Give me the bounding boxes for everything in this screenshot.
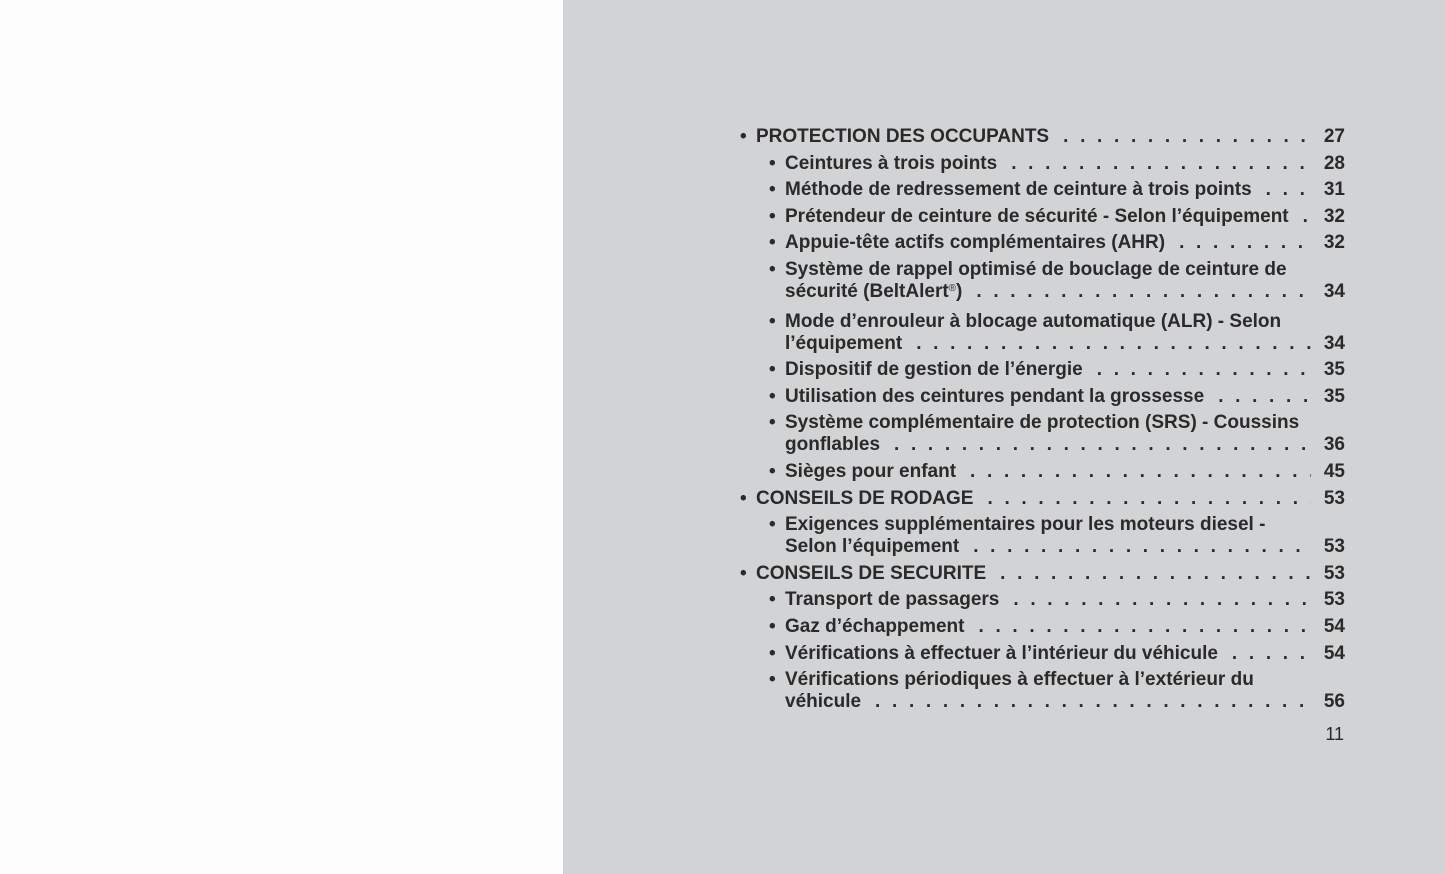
bullet: • [769,642,776,664]
leader-dots [880,434,1311,456]
leader-dots [997,153,1311,175]
toc-page-number: 56 [1323,691,1345,713]
bullet: • [769,232,776,254]
toc-entry-title: Transport de passagers [785,589,1000,611]
toc-page-number: 54 [1323,642,1345,664]
toc-page-number: 53 [1323,487,1345,509]
leader-dots [902,333,1311,355]
toc-page-number: 31 [1323,179,1345,201]
leader-dots [959,536,1311,558]
toc-entry-sieges-enfant[interactable] [740,461,1345,483]
toc-page-number: 32 [1323,232,1345,254]
bullet: • [740,487,747,509]
toc-page-number: 45 [1323,460,1345,482]
toc-page-number: 27 [1323,126,1345,147]
toc-page-number: 54 [1323,615,1345,637]
leader-dots [986,563,1311,585]
toc-entry-moteurs-diesel[interactable] [740,514,1345,558]
toc-page-number: 28 [1323,152,1345,174]
toc-page-number: 32 [1323,205,1345,227]
bullet: • [769,179,776,201]
bullet: • [769,514,776,536]
page-number: 11 [1325,724,1344,744]
bullet: • [769,310,776,332]
toc-entry-srs-coussins[interactable] [740,412,1345,456]
toc-entry-title-line1: Exigences supplémentaires pour les moteurs diesel - [785,514,1266,536]
toc-entry-title-line1: Mode d’enrouleur à blocage automatique (ALR) - Selon [785,310,1282,332]
leader-dots [999,589,1311,611]
toc-page-number: 35 [1323,359,1345,381]
toc-entry-ceintures-trois-points[interactable] [740,153,1345,175]
toc-entry-title: l’équipement [785,332,903,354]
toc-entry-verifications-interieur[interactable] [740,643,1345,665]
bullet: • [769,589,776,611]
bullet: • [769,152,776,174]
table-of-contents [740,126,1345,718]
toc-page-number: 35 [1323,385,1345,407]
toc-page-number: 53 [1323,562,1345,584]
toc-entry-title-line1: Système de rappel optimisé de bouclage de ceinture de [785,258,1287,280]
toc-entry-title: gonflables [785,434,881,456]
leader-dots [1049,126,1311,148]
toc-entry-mode-enrouleur[interactable] [740,311,1345,355]
toc-entry-title: Vérifications à effectuer à l’intérieur du véhicule [785,642,1218,664]
toc-entry-title: CONSEILS DE SECURITE [756,562,987,584]
toc-entry-grossesse[interactable] [740,386,1345,408]
toc-entry-gestion-energie[interactable] [740,359,1345,381]
bullet: • [769,385,776,407]
leader-dots [861,691,1311,713]
toc-entry-title: Gaz d’échappement [785,615,965,637]
toc-entry-gaz-echappement[interactable] [740,616,1345,638]
toc-page-number: 34 [1323,280,1345,302]
toc-entry-title: PROTECTION DES OCCUPANTS [756,126,1050,147]
toc-entry-title: sécurité (BeltAlert®) [785,280,963,302]
toc-page-number: 53 [1323,589,1345,611]
leader-dots [1218,643,1311,665]
toc-entry-title: Utilisation des ceintures pendant la grossesse [785,385,1205,407]
toc-entry-title: CONSEILS DE RODAGE [756,487,974,509]
toc-entry-appuie-tete[interactable] [740,232,1345,254]
toc-page-number: 53 [1323,536,1345,558]
bullet: • [769,359,776,381]
left-blank-page [0,0,563,874]
toc-entry-beltalert[interactable] [740,259,1345,306]
leader-dots [1252,179,1311,201]
bullet: • [740,126,747,147]
toc-entry-title: Ceintures à trois points [785,152,998,174]
leader-dots [1204,386,1311,408]
toc-entry-title: véhicule [785,691,862,713]
bullet: • [769,669,776,691]
leader-dots [956,461,1311,483]
bullet: • [769,412,776,434]
leader-dots [973,488,1311,510]
bullet: • [769,460,776,482]
toc-entry-methode-redressement[interactable] [740,179,1345,201]
leader-dots [965,616,1312,638]
toc-entry-verifications-exterieur[interactable] [740,669,1345,713]
toc-entry-title: Prétendeur de ceinture de sécurité - Selon l’équipement [785,205,1289,227]
leader-dots [1165,232,1311,254]
toc-entry-conseils-rodage[interactable] [740,488,1345,510]
bullet: • [769,258,776,280]
toc-entry-title: Appuie-tête actifs complémentaires (AHR) [785,232,1166,254]
bullet: • [740,562,747,584]
leader-dots [1083,359,1311,381]
toc-entry-protection-des-occupants[interactable] [740,126,1345,148]
toc-entry-pretendeur[interactable] [740,206,1345,228]
leader-dots [962,281,1311,303]
toc-entry-title: Sièges pour enfant [785,460,957,482]
toc-entry-title: Selon l’équipement [785,536,960,558]
toc-entry-title-line1: Vérifications périodiques à effectuer à l’extérieur du [785,669,1254,691]
bullet: • [769,615,776,637]
bullet: • [769,205,776,227]
toc-page-number: 34 [1323,332,1345,354]
toc-entry-title: Méthode de redressement de ceinture à trois points [785,179,1252,201]
toc-entry-conseils-securite[interactable] [740,563,1345,585]
toc-entry-title: Dispositif de gestion de l’énergie [785,359,1083,381]
toc-entry-title-line1: Système complémentaire de protection (SRS) - Coussins [785,412,1300,434]
toc-entry-transport-passagers[interactable] [740,589,1345,611]
leader-dots [1289,206,1311,228]
registered-mark: ® [948,282,957,294]
toc-page-number: 36 [1323,434,1345,456]
